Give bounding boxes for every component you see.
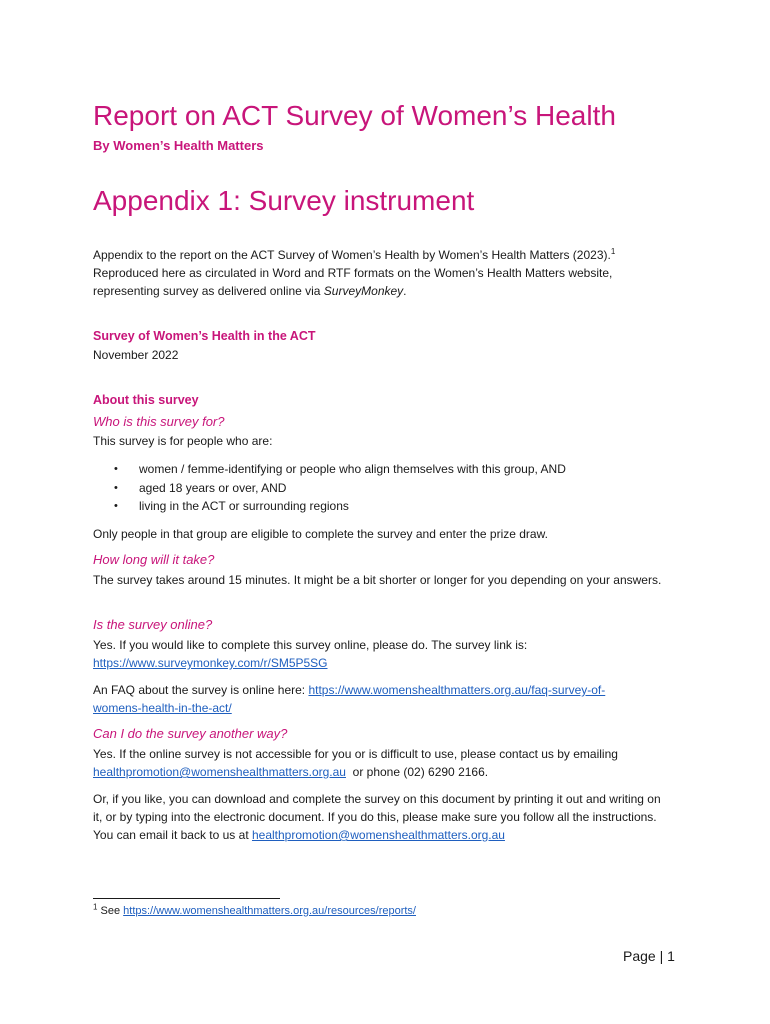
- intro-line-2: Reproduced here as circulated in Word and RTF formats on the Women’s Health Matters website,: [93, 266, 613, 280]
- bullet-icon: •: [114, 481, 118, 494]
- footnote-text: See: [97, 905, 124, 917]
- footnote-ref[interactable]: 1: [610, 247, 616, 256]
- surveymonkey-name: SurveyMonkey: [323, 284, 404, 298]
- survey-heading: Survey of Women’s Health in the ACT: [93, 329, 316, 343]
- report-byline: By Women’s Health Matters: [93, 138, 264, 153]
- about-heading: About this survey: [93, 393, 199, 407]
- howlong-question: How long will it take?: [93, 552, 215, 567]
- intro-line-1: Appendix to the report on the ACT Survey of Women’s Health by Women’s Health Matters (2023).: [93, 248, 611, 262]
- howlong-answer: The survey takes around 15 minutes. It might be a bit shorter or longer for you depending on your answers.: [93, 573, 662, 587]
- another-way-answer: [93, 745, 673, 781]
- intro-line-3: representing survey as delivered online via: [93, 284, 324, 298]
- contact-email-link[interactable]: healthpromotion@womenshealthmatters.org.au: [93, 765, 346, 779]
- bullet-icon: •: [114, 500, 118, 512]
- footnote-number: 1: [93, 902, 98, 912]
- faq-link[interactable]: https://www.womenshealthmatters.org.au/faq-survey-of-: [308, 683, 606, 697]
- appendix-intro: [93, 246, 683, 300]
- online-answer: Yes. If you would like to complete this survey online, please do. The survey link is:: [93, 638, 528, 652]
- online-question: Is the survey online?: [93, 617, 213, 632]
- who-question: Who is this survey for?: [93, 414, 225, 429]
- footnote-link[interactable]: https://www.womenshealthmatters.org.au/resources/reports/: [123, 905, 416, 917]
- list-item-text: women / femme-identifying or people who align themselves with this group, AND: [139, 462, 566, 476]
- list-item: [93, 460, 673, 479]
- page-number: Page | 1: [623, 948, 675, 964]
- list-item: [93, 497, 673, 516]
- faq-link-continued[interactable]: womens-health-in-the-act/: [93, 701, 232, 715]
- list-item-text: aged 18 years or over, AND: [139, 480, 287, 495]
- appendix-title: Appendix 1: Survey instrument: [93, 185, 475, 216]
- faq-paragraph: [93, 681, 673, 717]
- footnote: [93, 902, 416, 917]
- who-intro: This survey is for people who are:: [93, 434, 273, 448]
- phone-text: or phone (02) 6290 2166.: [345, 765, 489, 779]
- download-paragraph: [93, 790, 673, 844]
- eligibility-note: Only people in that group are eligible to complete the survey and enter the prize draw.: [93, 527, 548, 541]
- intro-period: .: [403, 284, 407, 298]
- another-way-text: Yes. If the online survey is not accessible for you or is difficult to use, please contact us by emailing: [93, 747, 618, 761]
- report-title: Report on ACT Survey of Women’s Health: [93, 100, 616, 131]
- download-text: Or, if you like, you can download and complete the survey on this document by printing it out and writing on it, or by typing into the electronic document. If you do this, please make sure you follow all the instructions. You can email it back to us at: [93, 792, 661, 842]
- survey-date: November 2022: [93, 348, 179, 362]
- footnote-divider: [93, 898, 280, 899]
- list-item: [93, 479, 673, 498]
- return-email-link[interactable]: healthpromotion@womenshealthmatters.org.au: [251, 828, 505, 842]
- eligibility-list: [93, 460, 673, 516]
- list-item-text: living in the ACT or surrounding regions: [139, 499, 349, 513]
- survey-link-line: [93, 654, 328, 672]
- survey-link[interactable]: https://www.surveymonkey.com/r/SM5P5SG: [93, 656, 328, 670]
- faq-text: An FAQ about the survey is online here:: [93, 683, 309, 697]
- bullet-icon: •: [114, 463, 118, 475]
- another-way-question: Can I do the survey another way?: [93, 726, 288, 741]
